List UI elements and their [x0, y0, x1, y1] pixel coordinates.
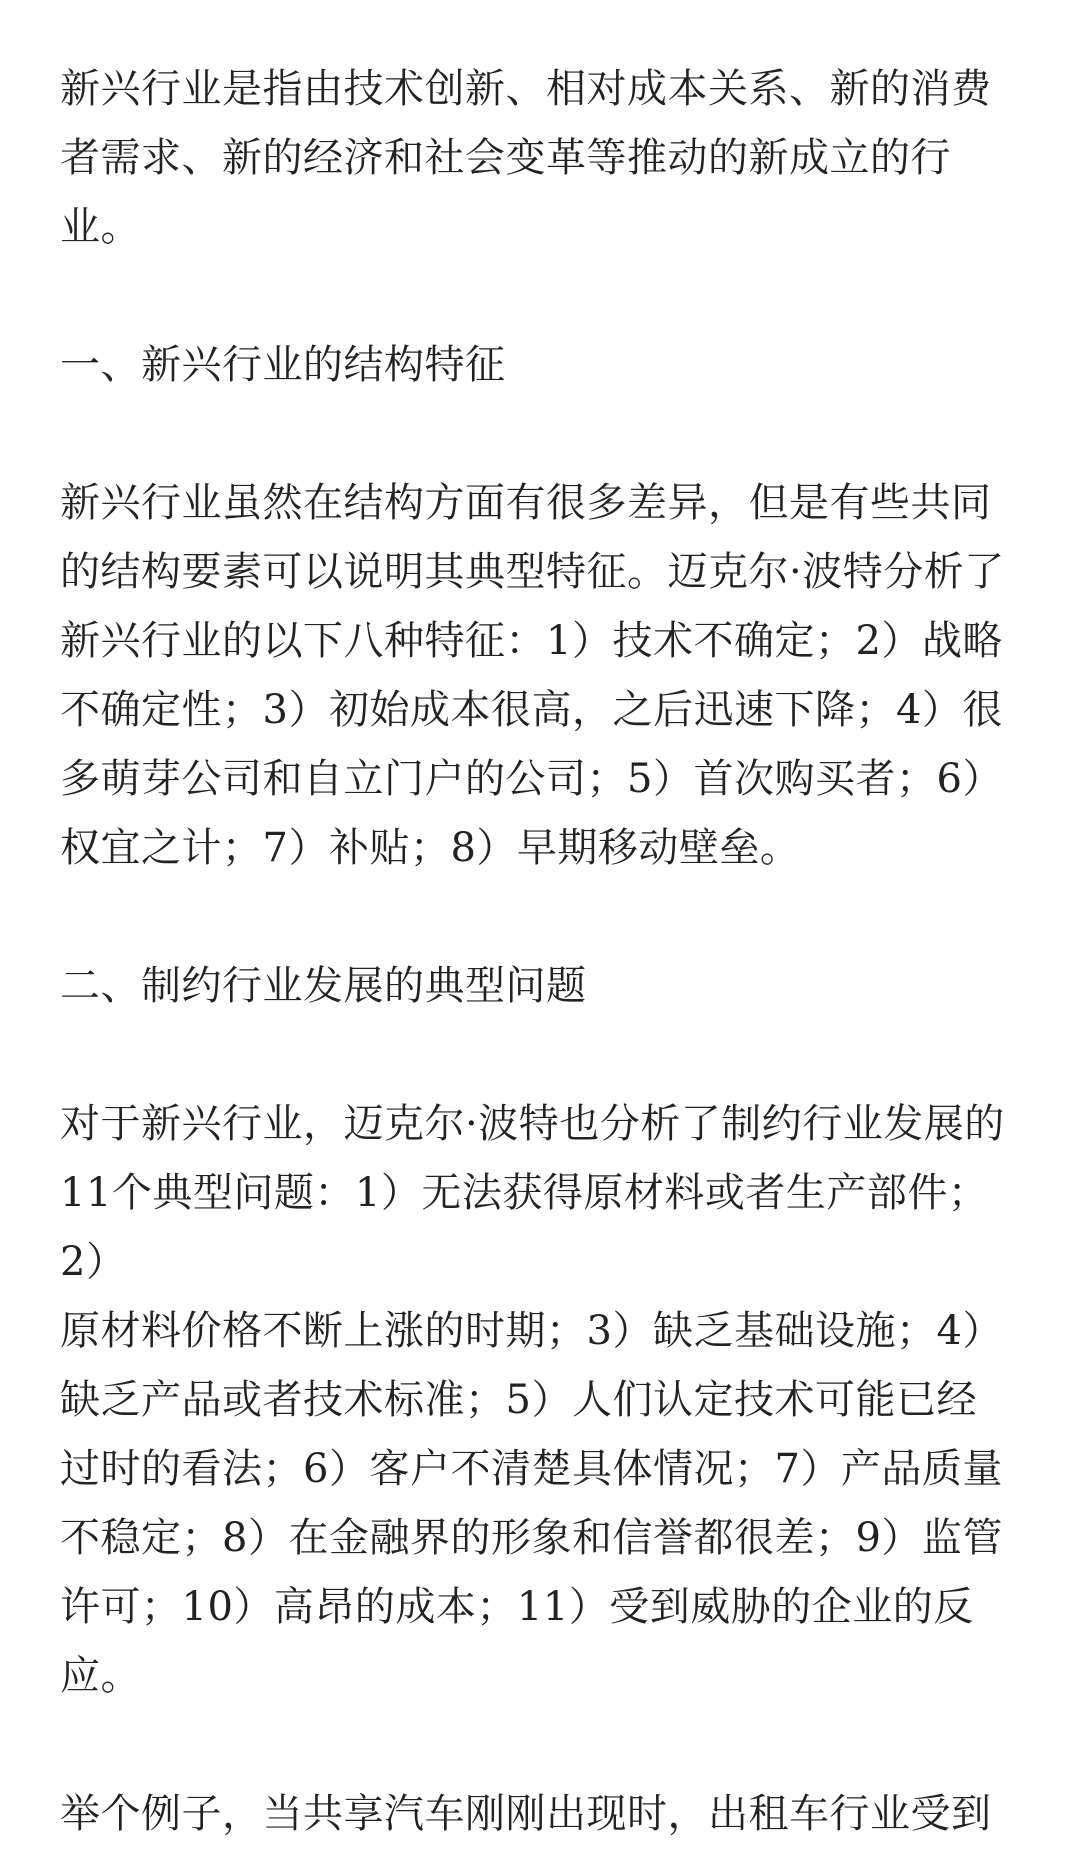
section-heading-structure: 一、新兴行业的结构特征 — [60, 342, 506, 388]
section-heading-problems: 二、制约行业发展的典型问题 — [60, 963, 587, 1009]
example-paragraph: 举个例子，当共享汽车刚刚出现时，出租车行业受到 — [60, 1791, 992, 1837]
structure-paragraph: 新兴行业虽然在结构方面有很多差异，但是有些共同 的结构要素可以说明其典型特征。迈克尔·波特分析了 新兴行业的以下八种特征：1）技术不确定；2）战略 不确定性；3）初始成本很高，之后迅速下降；4）很 多萌芽公司和自立门户的公司；5）首次购买者；6） 权宜之计；7）补贴；8）早期移动壁垒。 — [60, 480, 1005, 871]
problems-paragraph: 对于新兴行业，迈克尔·波特也分析了制约行业发展的 11个典型问题：1）无法获得原材料或者生产部件；2） 原材料价格不断上涨的时期；3）缺乏基础设施；4） 缺乏产品或者技术标准；5）人们认定技术可能已经 过时的看法；6）客户不清楚具体情况；7）产品质量 不稳定；8）在金融界的形象和信誉都很差；9）监管 许可；10）高昂的成本；11）受到威胁的企业的反 应。 — [60, 1101, 1005, 1699]
article-body — [60, 55, 1030, 1849]
intro-paragraph: 新兴行业是指由技术创新、相对成本关系、新的消费 者需求、新的经济和社会变革等推动的新成立的行 业。 — [60, 66, 992, 250]
